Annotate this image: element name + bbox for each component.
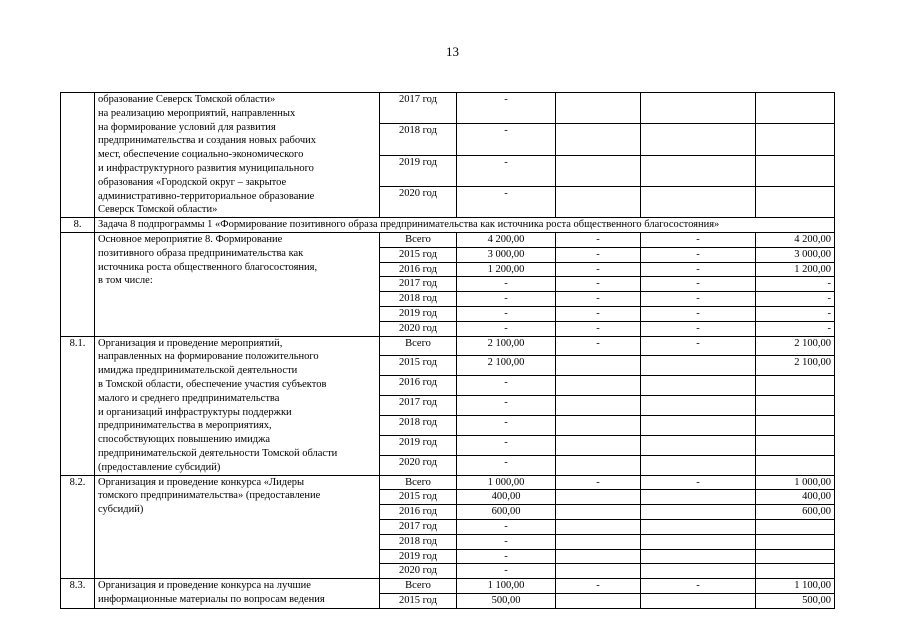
amount-col-4 (756, 124, 835, 155)
amount-col-4: - (756, 321, 835, 336)
amount-col-3 (641, 124, 756, 155)
amount-col-3 (641, 519, 756, 534)
description-line: в том числе: (98, 275, 153, 287)
amount-col-4: 1 200,00 (756, 262, 835, 277)
item-description (95, 232, 380, 336)
amount-col-2 (556, 396, 641, 416)
amount-total: - (457, 455, 556, 475)
amount-col-3: - (641, 321, 756, 336)
budget-table (60, 92, 835, 609)
amount-col-2: - (556, 306, 641, 321)
amount-col-2: - (556, 232, 641, 247)
amount-col-3 (641, 155, 756, 186)
year-cell: 2018 год (380, 415, 457, 435)
description-line: предпринимательской деятельности Томской области (98, 447, 338, 459)
amount-col-4: 1 000,00 (756, 475, 835, 490)
amount-col-4: 2 100,00 (756, 336, 835, 356)
amount-col-3 (641, 593, 756, 608)
amount-col-3: - (641, 277, 756, 292)
amount-col-4: 400,00 (756, 490, 835, 505)
year-cell: 2020 год (380, 186, 457, 217)
description-line: Организация и проведение мероприятий, (98, 337, 283, 349)
amount-total: - (457, 292, 556, 307)
amount-col-2: - (556, 247, 641, 262)
amount-col-2 (556, 564, 641, 579)
amount-total: - (457, 124, 556, 155)
amount-col-4: 500,00 (756, 593, 835, 608)
amount-total: 1 100,00 (457, 579, 556, 594)
amount-col-3 (641, 396, 756, 416)
task-row (61, 218, 835, 233)
amount-total: - (457, 376, 556, 396)
amount-col-2 (556, 534, 641, 549)
description-line: Основное мероприятие 8. Формирование (98, 233, 283, 245)
amount-total: 500,00 (457, 593, 556, 608)
table-row (61, 232, 835, 247)
amount-total: 3 000,00 (457, 247, 556, 262)
amount-col-2 (556, 93, 641, 124)
amount-col-3 (641, 490, 756, 505)
description-line: на реализацию мероприятий, направленных (98, 107, 296, 119)
amount-total: - (457, 306, 556, 321)
description-line: в Томской области, обеспечение участия субъектов (98, 378, 327, 390)
amount-total: - (457, 435, 556, 455)
year-cell: 2018 год (380, 534, 457, 549)
description-line: административно-территориальное образование (98, 190, 315, 202)
description-line: малого и среднего предпринимательства (98, 392, 280, 404)
amount-total: 2 100,00 (457, 356, 556, 376)
year-cell: 2015 год (380, 356, 457, 376)
amount-col-3 (641, 455, 756, 475)
task-title: Задача 8 подпрограммы 1 «Формирование позитивного образа предпринимательства как источника роста общественного благосостояния» (95, 218, 835, 233)
amount-col-2 (556, 124, 641, 155)
row-number: 8.1. (61, 336, 95, 475)
amount-col-2: - (556, 292, 641, 307)
year-cell: 2020 год (380, 455, 457, 475)
amount-col-2 (556, 435, 641, 455)
amount-total: - (457, 534, 556, 549)
amount-col-3: - (641, 247, 756, 262)
description-line: предпринимательства и создания новых рабочих (98, 135, 316, 147)
description-line: образование Северск Томской области» (98, 94, 276, 105)
table-row (61, 93, 835, 124)
amount-col-2 (556, 356, 641, 376)
amount-col-4: 2 100,00 (756, 356, 835, 376)
amount-col-2 (556, 505, 641, 520)
amount-col-4 (756, 186, 835, 217)
amount-col-3: - (641, 579, 756, 594)
description-line: и инфраструктурного развития муниципального (98, 162, 314, 174)
year-cell: 2015 год (380, 593, 457, 608)
description-line: и организаций инфраструктуры поддержки (98, 406, 292, 418)
description-line: позитивного образа предпринимательства как (98, 247, 304, 259)
description-line: информационные материалы по вопросам ведения (98, 593, 325, 605)
year-cell: Всего (380, 336, 457, 356)
year-cell: 2018 год (380, 292, 457, 307)
amount-col-3 (641, 534, 756, 549)
table-body (61, 93, 835, 609)
amount-col-4 (756, 435, 835, 455)
amount-col-4 (756, 534, 835, 549)
year-cell: 2019 год (380, 435, 457, 455)
amount-total: 600,00 (457, 505, 556, 520)
amount-total: 2 100,00 (457, 336, 556, 356)
item-description (95, 579, 380, 609)
row-number: 8.2. (61, 475, 95, 579)
amount-col-3: - (641, 475, 756, 490)
amount-col-3 (641, 93, 756, 124)
amount-total: 1 000,00 (457, 475, 556, 490)
amount-col-4 (756, 376, 835, 396)
amount-col-4 (756, 155, 835, 186)
description-line: субсидий) (98, 504, 144, 516)
amount-col-3 (641, 435, 756, 455)
description-line: имиджа предпринимательской деятельности (98, 365, 298, 377)
amount-col-3: - (641, 292, 756, 307)
amount-col-3: - (641, 336, 756, 356)
description-line: томского предпринимательства» (предоставление (98, 490, 321, 502)
amount-total: - (457, 93, 556, 124)
amount-col-4 (756, 93, 835, 124)
item-description (95, 93, 380, 218)
row-number: 8.3. (61, 579, 95, 609)
amount-col-4 (756, 396, 835, 416)
description-line: образования «Городской округ – закрытое (98, 176, 287, 188)
amount-col-2 (556, 490, 641, 505)
amount-col-4 (756, 564, 835, 579)
amount-total: 400,00 (457, 490, 556, 505)
description-line: Организация и проведение конкурса «Лидеры (98, 476, 305, 488)
year-cell: 2019 год (380, 549, 457, 564)
amount-col-2: - (556, 475, 641, 490)
amount-total: - (457, 549, 556, 564)
amount-col-3: - (641, 262, 756, 277)
year-cell: Всего (380, 475, 457, 490)
amount-total: 1 200,00 (457, 262, 556, 277)
amount-col-2: - (556, 277, 641, 292)
row-number (61, 232, 95, 336)
year-cell: Всего (380, 232, 457, 247)
table-row (61, 336, 835, 356)
year-cell: 2015 год (380, 490, 457, 505)
year-cell: 2017 год (380, 396, 457, 416)
amount-col-4: 4 200,00 (756, 232, 835, 247)
year-cell: 2017 год (380, 519, 457, 534)
amount-col-4 (756, 549, 835, 564)
year-cell: 2020 год (380, 564, 457, 579)
description-line: способствующих повышению имиджа (98, 434, 271, 446)
item-description (95, 475, 380, 579)
amount-col-4 (756, 519, 835, 534)
amount-col-4 (756, 415, 835, 435)
amount-total: 4 200,00 (457, 232, 556, 247)
amount-col-2 (556, 155, 641, 186)
amount-col-4: - (756, 277, 835, 292)
row-number: 8. (61, 218, 95, 233)
item-description (95, 336, 380, 475)
amount-col-3 (641, 186, 756, 217)
amount-total: - (457, 415, 556, 435)
amount-col-3 (641, 505, 756, 520)
amount-col-2 (556, 455, 641, 475)
amount-total: - (457, 277, 556, 292)
year-cell: 2016 год (380, 376, 457, 396)
amount-col-2: - (556, 321, 641, 336)
amount-total: - (457, 564, 556, 579)
year-cell: 2016 год (380, 262, 457, 277)
amount-col-4: 600,00 (756, 505, 835, 520)
year-cell: 2019 год (380, 306, 457, 321)
description-line: мест, обеспечение социально-экономического (98, 149, 304, 161)
amount-col-3 (641, 549, 756, 564)
year-cell: 2018 год (380, 124, 457, 155)
description-line: Северск Томской области» (98, 204, 218, 216)
year-cell: 2017 год (380, 277, 457, 292)
amount-col-3: - (641, 306, 756, 321)
amount-col-2 (556, 549, 641, 564)
table-row (61, 579, 835, 594)
amount-col-3 (641, 564, 756, 579)
amount-col-4: 3 000,00 (756, 247, 835, 262)
amount-col-2: - (556, 336, 641, 356)
amount-col-4: - (756, 292, 835, 307)
amount-col-4: - (756, 306, 835, 321)
amount-col-3 (641, 376, 756, 396)
table-row (61, 475, 835, 490)
description-line: на формирование условий для развития (98, 121, 276, 133)
description-line: предпринимательства в мероприятиях, (98, 420, 272, 432)
description-line: Организация и проведение конкурса на лучшие (98, 580, 311, 592)
amount-col-3 (641, 415, 756, 435)
description-line: (предоставление субсидий) (98, 461, 221, 473)
year-cell: 2017 год (380, 93, 457, 124)
amount-total: - (457, 186, 556, 217)
description-line: направленных на формирование положительного (98, 351, 319, 363)
amount-total: - (457, 321, 556, 336)
year-cell: 2016 год (380, 505, 457, 520)
description-line: источника роста общественного благосостояния, (98, 261, 318, 273)
amount-total: - (457, 396, 556, 416)
amount-col-2 (556, 415, 641, 435)
amount-col-2 (556, 593, 641, 608)
year-cell: 2020 год (380, 321, 457, 336)
year-cell: 2019 год (380, 155, 457, 186)
amount-total: - (457, 155, 556, 186)
amount-col-2 (556, 519, 641, 534)
page-number: 13 (446, 44, 459, 59)
amount-col-3: - (641, 232, 756, 247)
amount-col-4 (756, 455, 835, 475)
amount-col-2 (556, 186, 641, 217)
year-cell: Всего (380, 579, 457, 594)
amount-col-2: - (556, 262, 641, 277)
amount-col-4: 1 100,00 (756, 579, 835, 594)
amount-col-2: - (556, 579, 641, 594)
amount-total: - (457, 519, 556, 534)
year-cell: 2015 год (380, 247, 457, 262)
row-number (61, 93, 95, 218)
amount-col-3 (641, 356, 756, 376)
amount-col-2 (556, 376, 641, 396)
